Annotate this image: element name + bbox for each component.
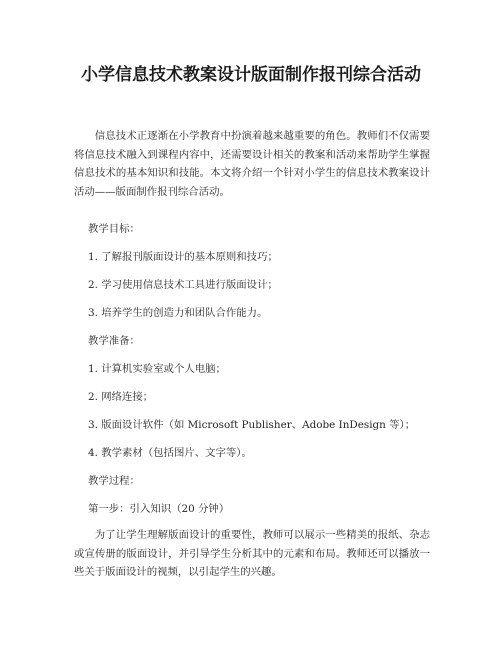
process-heading: 教学过程： [88, 475, 140, 487]
goal-item-3: 3. 培养学生的创造力和团队合作能力。 [88, 307, 268, 319]
prep-item-2: 2. 网络连接； [88, 391, 154, 403]
step1-paragraph: 为了让学生理解版面设计的重要性，教师可以展示一些精美的报纸、杂志或宣传册的版面设计，并引导学生分析其中的元素和布局。教师还可以播放一些关于版面设计的视频，以引起学生的兴趣。 [74, 529, 430, 578]
goals-heading: 教学目标： [88, 223, 140, 235]
prep-heading: 教学准备： [88, 335, 140, 347]
document-title: 小学信息技术教案设计版面制作报刊综合活动 [81, 65, 421, 85]
goal-item-2: 2. 学习使用信息技术工具进行版面设计； [88, 279, 278, 291]
prep-item-4: 4. 教学素材（包括图片、文字等）。 [88, 447, 252, 459]
prep-item-1: 1. 计算机实验室或个人电脑； [88, 363, 226, 375]
prep-item-3: 3. 版面设计软件（如 Microsoft Publisher、Adobe InDesign 等）； [88, 419, 416, 431]
goal-item-1: 1. 了解报刊版面设计的基本原则和技巧； [88, 251, 278, 263]
step1-heading: 第一步：引入知识（20 分钟） [88, 503, 230, 515]
intro-paragraph: 信息技术正逐渐在小学教育中扮演着越来越重要的角色。教师们不仅需要将信息技术融入到课程内容中，还需要设计相关的教案和活动来帮助学生掌握信息技术的基本知识和技能。本文将介绍一个针对小学生的信息技术教案设计活动——版面制作报刊综合活动。 [74, 130, 430, 198]
